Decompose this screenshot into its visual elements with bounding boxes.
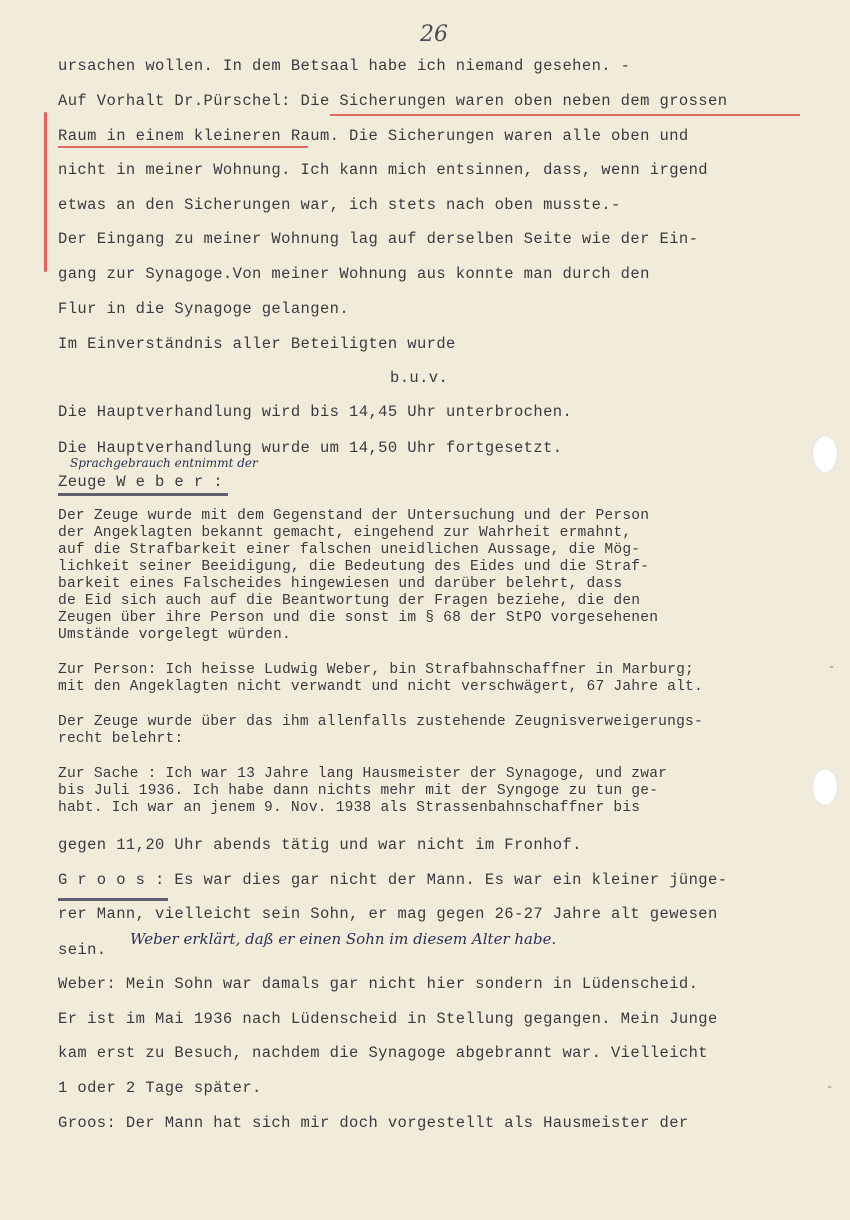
red-underline [330,114,800,116]
text-line: Zur Sache : Ich war 13 Jahre lang Hausmeister der Synagoge, und zwar [58,766,668,782]
text-line: G r o o s : Es war dies gar nicht der Mann. Es war ein kleiner jünge- [58,871,728,889]
text-line: Flur in die Synagoge gelangen. [58,300,350,318]
text-line: auf die Strafbarkeit einer falschen uneidlichen Aussage, die Mög- [58,542,641,558]
text-line: gegen 11,20 Uhr abends tätig und war nicht im Fronhof. [58,836,582,854]
ink-underline [58,493,228,496]
text-line: sein. [58,941,107,959]
text-line: lichkeit seiner Beeidigung, die Bedeutung des Eides und die Straf- [58,559,650,575]
handwritten-note: Weber erklärt, daß er einen Sohn im diesem Alter habe. [130,930,557,948]
margin-mark: - [826,1080,834,1094]
text-line: Zeugen über ihre Person und die sonst im § 68 der StPO vorgesehenen [58,610,659,626]
text-line: Umstände vorgelegt würden. [58,627,291,643]
text-line: mit den Angeklagten nicht verwandt und nicht verschwägert, 67 Jahre alt. [58,679,703,695]
text-line: Der Eingang zu meiner Wohnung lag auf derselben Seite wie der Ein- [58,230,699,248]
ink-underline [58,898,168,901]
text-line: bis Juli 1936. Ich habe dann nichts mehr mit der Syngoge zu tun ge- [58,783,659,799]
text-line: 1 oder 2 Tage später. [58,1079,262,1097]
text-line: Auf Vorhalt Dr.Pürschel: Die Sicherungen waren oben neben dem grossen [58,92,728,110]
text-line: recht belehrt: [58,731,184,747]
text-line: Im Einverständnis aller Beteiligten wurde [58,335,456,353]
text-line: Der Zeuge wurde über das ihm allenfalls zustehende Zeugnisverweigerungs- [58,714,703,730]
text-line: gang zur Synagoge.Von meiner Wohnung aus konnte man durch den [58,265,650,283]
text-line: rer Mann, vielleicht sein Sohn, er mag gegen 26-27 Jahre alt gewesen [58,905,718,923]
margin-mark: - [828,660,836,674]
text-line: kam erst zu Besuch, nachdem die Synagoge abgebrannt war. Vielleicht [58,1044,709,1062]
handwritten-note: Sprachgebrauch entnimmt der [70,456,258,470]
red-underline [58,146,308,148]
text-line: habt. Ich war an jenem 9. Nov. 1938 als Strassenbahnschaffner bis [58,800,641,816]
punch-hole [812,768,838,806]
text-line: der Angeklagten bekannt gemacht, eingehend zur Wahrheit ermahnt, [58,525,632,541]
witness-heading: Zeuge W e b e r : [58,473,223,491]
red-margin-mark [44,112,47,272]
text-line: de Eid sich auch auf die Beantwortung der Fragen beziehe, die den [58,593,641,609]
text-line: Die Hauptverhandlung wird bis 14,45 Uhr unterbrochen. [58,403,573,421]
text-line: nicht in meiner Wohnung. Ich kann mich entsinnen, dass, wenn irgend [58,161,709,179]
text-line: Er ist im Mai 1936 nach Lüdenscheid in Stellung gegangen. Mein Junge [58,1010,718,1028]
text-line: ursachen wollen. In dem Betsaal habe ich niemand gesehen. - [58,57,631,75]
text-line: b.u.v. [390,369,449,387]
text-line: Die Hauptverhandlung wurde um 14,50 Uhr fortgesetzt. [58,439,563,457]
text-line: Weber: Mein Sohn war damals gar nicht hier sondern in Lüdenscheid. [58,975,699,993]
page-number: 26 [420,22,448,47]
text-line: Zur Person: Ich heisse Ludwig Weber, bin Strafbahnschaffner in Marburg; [58,662,694,678]
text-line: Groos: Der Mann hat sich mir doch vorgestellt als Hausmeister der [58,1114,689,1132]
text-line: etwas an den Sicherungen war, ich stets nach oben musste.- [58,196,621,214]
text-line: Raum in einem kleineren Raum. Die Sicherungen waren alle oben und [58,127,689,145]
punch-hole [812,435,838,473]
text-line: barkeit eines Falscheides hingewiesen und darüber belehrt, dass [58,576,623,592]
text-line: Der Zeuge wurde mit dem Gegenstand der Untersuchung und der Person [58,508,650,524]
